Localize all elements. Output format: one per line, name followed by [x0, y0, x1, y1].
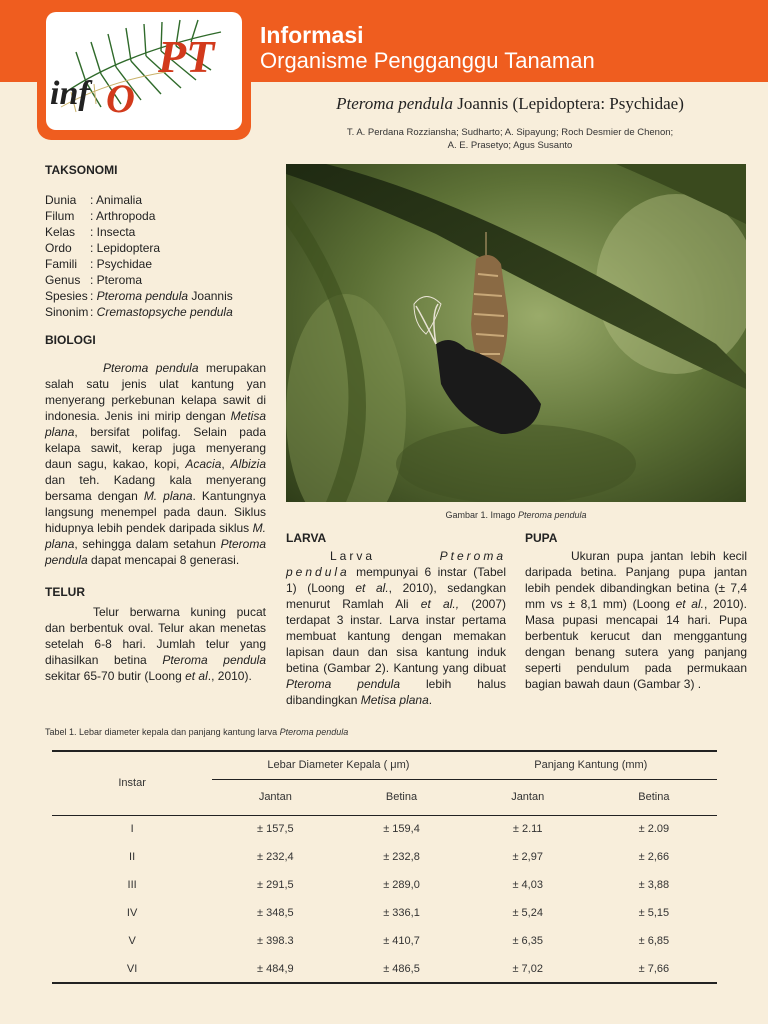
tax-value [90, 288, 233, 304]
document-title [260, 94, 760, 114]
text-italic: Metisa plana [45, 409, 266, 439]
subheader-male: Jantan [258, 791, 292, 803]
text: ., 2010). [207, 669, 252, 683]
text: dan teh. Kadang kala menyerang bersama dengan [45, 473, 266, 503]
authors [290, 126, 730, 152]
caption-text: Tabel 1. Lebar diameter kepala dan panjang kantung larva [45, 727, 280, 737]
text: , [221, 457, 231, 471]
telur-paragraph [45, 604, 266, 684]
tax-value: : Lepidoptera [90, 241, 161, 255]
text-italic: Metisa plana [360, 693, 429, 707]
cell-value: ± 398.3 [257, 935, 294, 947]
tax-value: : Psychidae [90, 257, 153, 271]
logo [46, 12, 242, 130]
text-italic: et al. [675, 597, 704, 611]
cell-value: ± 2,66 [638, 851, 670, 863]
cell-instar: III [127, 879, 137, 891]
table-caption [45, 727, 348, 737]
cell-value: ± 2,97 [512, 851, 543, 863]
left-column [45, 162, 266, 684]
species-rest: Joannis [188, 289, 233, 303]
text-italic: Pteroma pendula [45, 537, 266, 567]
text-italic: M. plana [45, 521, 266, 551]
text: , 2010), sedangkan menurut Ramlah Ali [286, 581, 507, 611]
text: dapat mencapai 8 generasi. [87, 553, 240, 567]
cell-value: ± 157,5 [257, 823, 294, 836]
tax-key: Genus [45, 273, 81, 287]
svg-text:O: O [106, 76, 135, 121]
table-row [52, 843, 717, 871]
text: , sehingga dalam setahun [74, 537, 221, 551]
text: merupakan salah satu jenis ulat kantung yan menyerang perkebunan kelapa sawit di indonesia. Jenis ini mirip dengan [45, 361, 266, 423]
header-instar: Instar [118, 777, 146, 790]
text: Telur berwarna kuning pucat dan berbentuk oval. Telur akan menetas setelah 6-8 hari. Jumlah telur yang dihasilkan betina [45, 605, 266, 667]
larva-column [286, 530, 506, 708]
table-row [52, 815, 717, 843]
text: . Kantungnya langsung menempel pada daun. Siklus hidupnya lebih pendek daripada siklus [45, 489, 266, 535]
biologi-paragraph [45, 360, 266, 568]
tax-value: : Insecta [90, 225, 136, 239]
text: lebih halus dibandingkan [286, 677, 506, 707]
svg-text:inf: inf [50, 75, 90, 112]
pupa-column [525, 530, 747, 692]
text: mempunyai 6 instar (Tabel 1) (Loong [286, 565, 506, 595]
cell-value: ± 2.11 [512, 823, 543, 836]
header-title: Informasi [260, 22, 364, 48]
cell-value: ± 232,8 [383, 851, 420, 863]
subheader-female: Betina [385, 791, 418, 803]
authors-line-2: A. E. Prasetyo; Agus Susanto [447, 140, 573, 151]
text: Ukuran pupa jantan lebih kecil daripada betina. Panjang pupa jantan lebih pendek dibandingkan betina (± 7,4 mm vs ± 8,1 mm) (Loong [525, 549, 747, 611]
text-italic: Pteroma pendula [286, 549, 506, 579]
cell-value: ± 348,5 [257, 907, 294, 919]
text: (2007) terdapat 3 instar. Larva instar pertama membuat kantung dengan memakan lapisan daun dan sisa kantung induk betina (Gambar 2). Kantung yang dibuat [286, 597, 506, 675]
larva-measurement-table [52, 750, 717, 984]
table-row [52, 871, 717, 899]
tax-row [45, 240, 266, 256]
text-italic: et al. [355, 581, 389, 595]
text-italic: M. plana [143, 489, 193, 503]
caption-italic: Pteroma pendula [518, 510, 587, 520]
tax-sep: : [90, 289, 97, 303]
cell-value: ± 486,5 [383, 962, 420, 975]
tax-row [45, 272, 266, 288]
caption-italic: Pteroma pendula [279, 727, 349, 737]
cell-instar: V [128, 935, 136, 947]
text-italic: Albizia [230, 457, 267, 471]
cell-value: ± 5,24 [512, 907, 543, 919]
cell-instar: I [130, 823, 134, 836]
cell-value: ± 2.09 [638, 823, 670, 836]
figure-1-photo [286, 164, 746, 502]
table-row [52, 955, 717, 983]
header-subtitle: Organisme Pengganggu Tanaman [260, 48, 595, 73]
logo-frame [37, 0, 251, 140]
tax-value [90, 304, 233, 320]
text-italic: et al., [420, 597, 460, 611]
tax-value: : Arthropoda [90, 209, 156, 223]
text: , 2010). Masa pupasi mencapai 14 hari. Pupa berbentuk kerucut dan menggantung dengan benang sutera yang panjang seperti pendulum pada permukaan bagian bawah daun (Gambar 3) . [525, 597, 747, 691]
figure-1-caption [286, 510, 746, 520]
cell-value: ± 4,03 [512, 879, 543, 891]
text-italic: Pteroma pendula [162, 653, 266, 667]
tax-row-sinonim [45, 304, 266, 320]
text: . [428, 693, 433, 707]
moth-photo-icon [286, 164, 746, 502]
tax-sep: : [90, 305, 97, 319]
text: sekitar 65-70 butir (Loong [45, 669, 186, 683]
cell-instar: IV [126, 907, 138, 919]
svg-text:PT: PT [158, 31, 215, 82]
header-case-length: Panjang Kantung (mm) [465, 751, 717, 779]
tax-key: Dunia [45, 193, 77, 207]
header-head-diameter: Lebar Diameter Kepala ( μm) [212, 751, 464, 779]
cell-instar: II [129, 851, 136, 863]
caption-text: Gambar 1. Imago [445, 510, 518, 520]
species-italic: Pteroma pendula [96, 289, 189, 303]
text-italic: et al [185, 669, 208, 683]
tax-key: Sinonim [45, 305, 89, 319]
cell-value: ± 336,1 [383, 907, 420, 919]
table-row [52, 899, 717, 927]
cell-value: ± 291,5 [257, 879, 294, 891]
pupa-paragraph [525, 548, 747, 692]
tax-value: : Animalia [90, 193, 143, 207]
tax-row [45, 208, 266, 224]
cell-value: ± 7,66 [638, 962, 670, 975]
cell-value: ± 3,88 [638, 879, 670, 891]
cell-value: ± 5,15 [638, 907, 670, 919]
text: , bersifat polifag. Selain pada kelapa sawit, kerap juga menyerang daun sagu, kakao, kopi, [45, 425, 266, 471]
larva-paragraph [286, 548, 506, 708]
cell-value: ± 232,4 [257, 851, 294, 863]
larva-heading: LARVA [286, 531, 327, 545]
taxonomy-list [45, 192, 266, 320]
table-header-row [52, 751, 717, 779]
text-italic: Pteroma pendula [286, 677, 401, 691]
tax-row-spesies [45, 288, 266, 304]
cell-value: ± 7,02 [512, 962, 543, 975]
authors-line-1: T. A. Perdana Rozziansha; Sudharto; A. Sipayung; Roch Desmier de Chenon; [346, 127, 674, 138]
subheader-male: Jantan [511, 791, 545, 803]
tax-key: Famili [45, 257, 77, 271]
biologi-heading: BIOLOGI [45, 333, 96, 347]
cell-value: ± 6,35 [512, 935, 543, 947]
title-rest: Joannis (Lepidoptera: Psychidae) [453, 94, 684, 113]
telur-heading: TELUR [45, 585, 85, 599]
text-italic: Acacia [185, 457, 222, 471]
cell-value: ± 484,9 [257, 962, 294, 975]
subheader-female: Betina [638, 791, 670, 803]
cell-value: ± 6,85 [638, 935, 670, 947]
title-species: Pteroma pendula [336, 94, 454, 113]
synonym-italic: Cremastopsyche pendula [96, 305, 233, 319]
pupa-heading: PUPA [525, 531, 558, 545]
tax-value: : Pteroma [90, 273, 143, 287]
tax-key: Kelas [45, 225, 76, 239]
cell-value: ± 289,0 [383, 879, 420, 891]
table-row [52, 927, 717, 955]
tax-row [45, 224, 266, 240]
text: Larva [330, 549, 440, 563]
cell-value: ± 410,7 [383, 935, 420, 947]
tax-row [45, 192, 266, 208]
tax-row [45, 256, 266, 272]
palm-logo-icon [46, 12, 242, 130]
text-italic: Pteroma pendula [103, 361, 199, 375]
tax-key: Filum [45, 209, 75, 223]
cell-value: ± 159,4 [383, 823, 420, 836]
cell-instar: VI [126, 962, 138, 975]
taksonomi-heading: TAKSONOMI [45, 163, 118, 177]
tax-key: Ordo [45, 241, 72, 255]
tax-key: Spesies [45, 289, 88, 303]
